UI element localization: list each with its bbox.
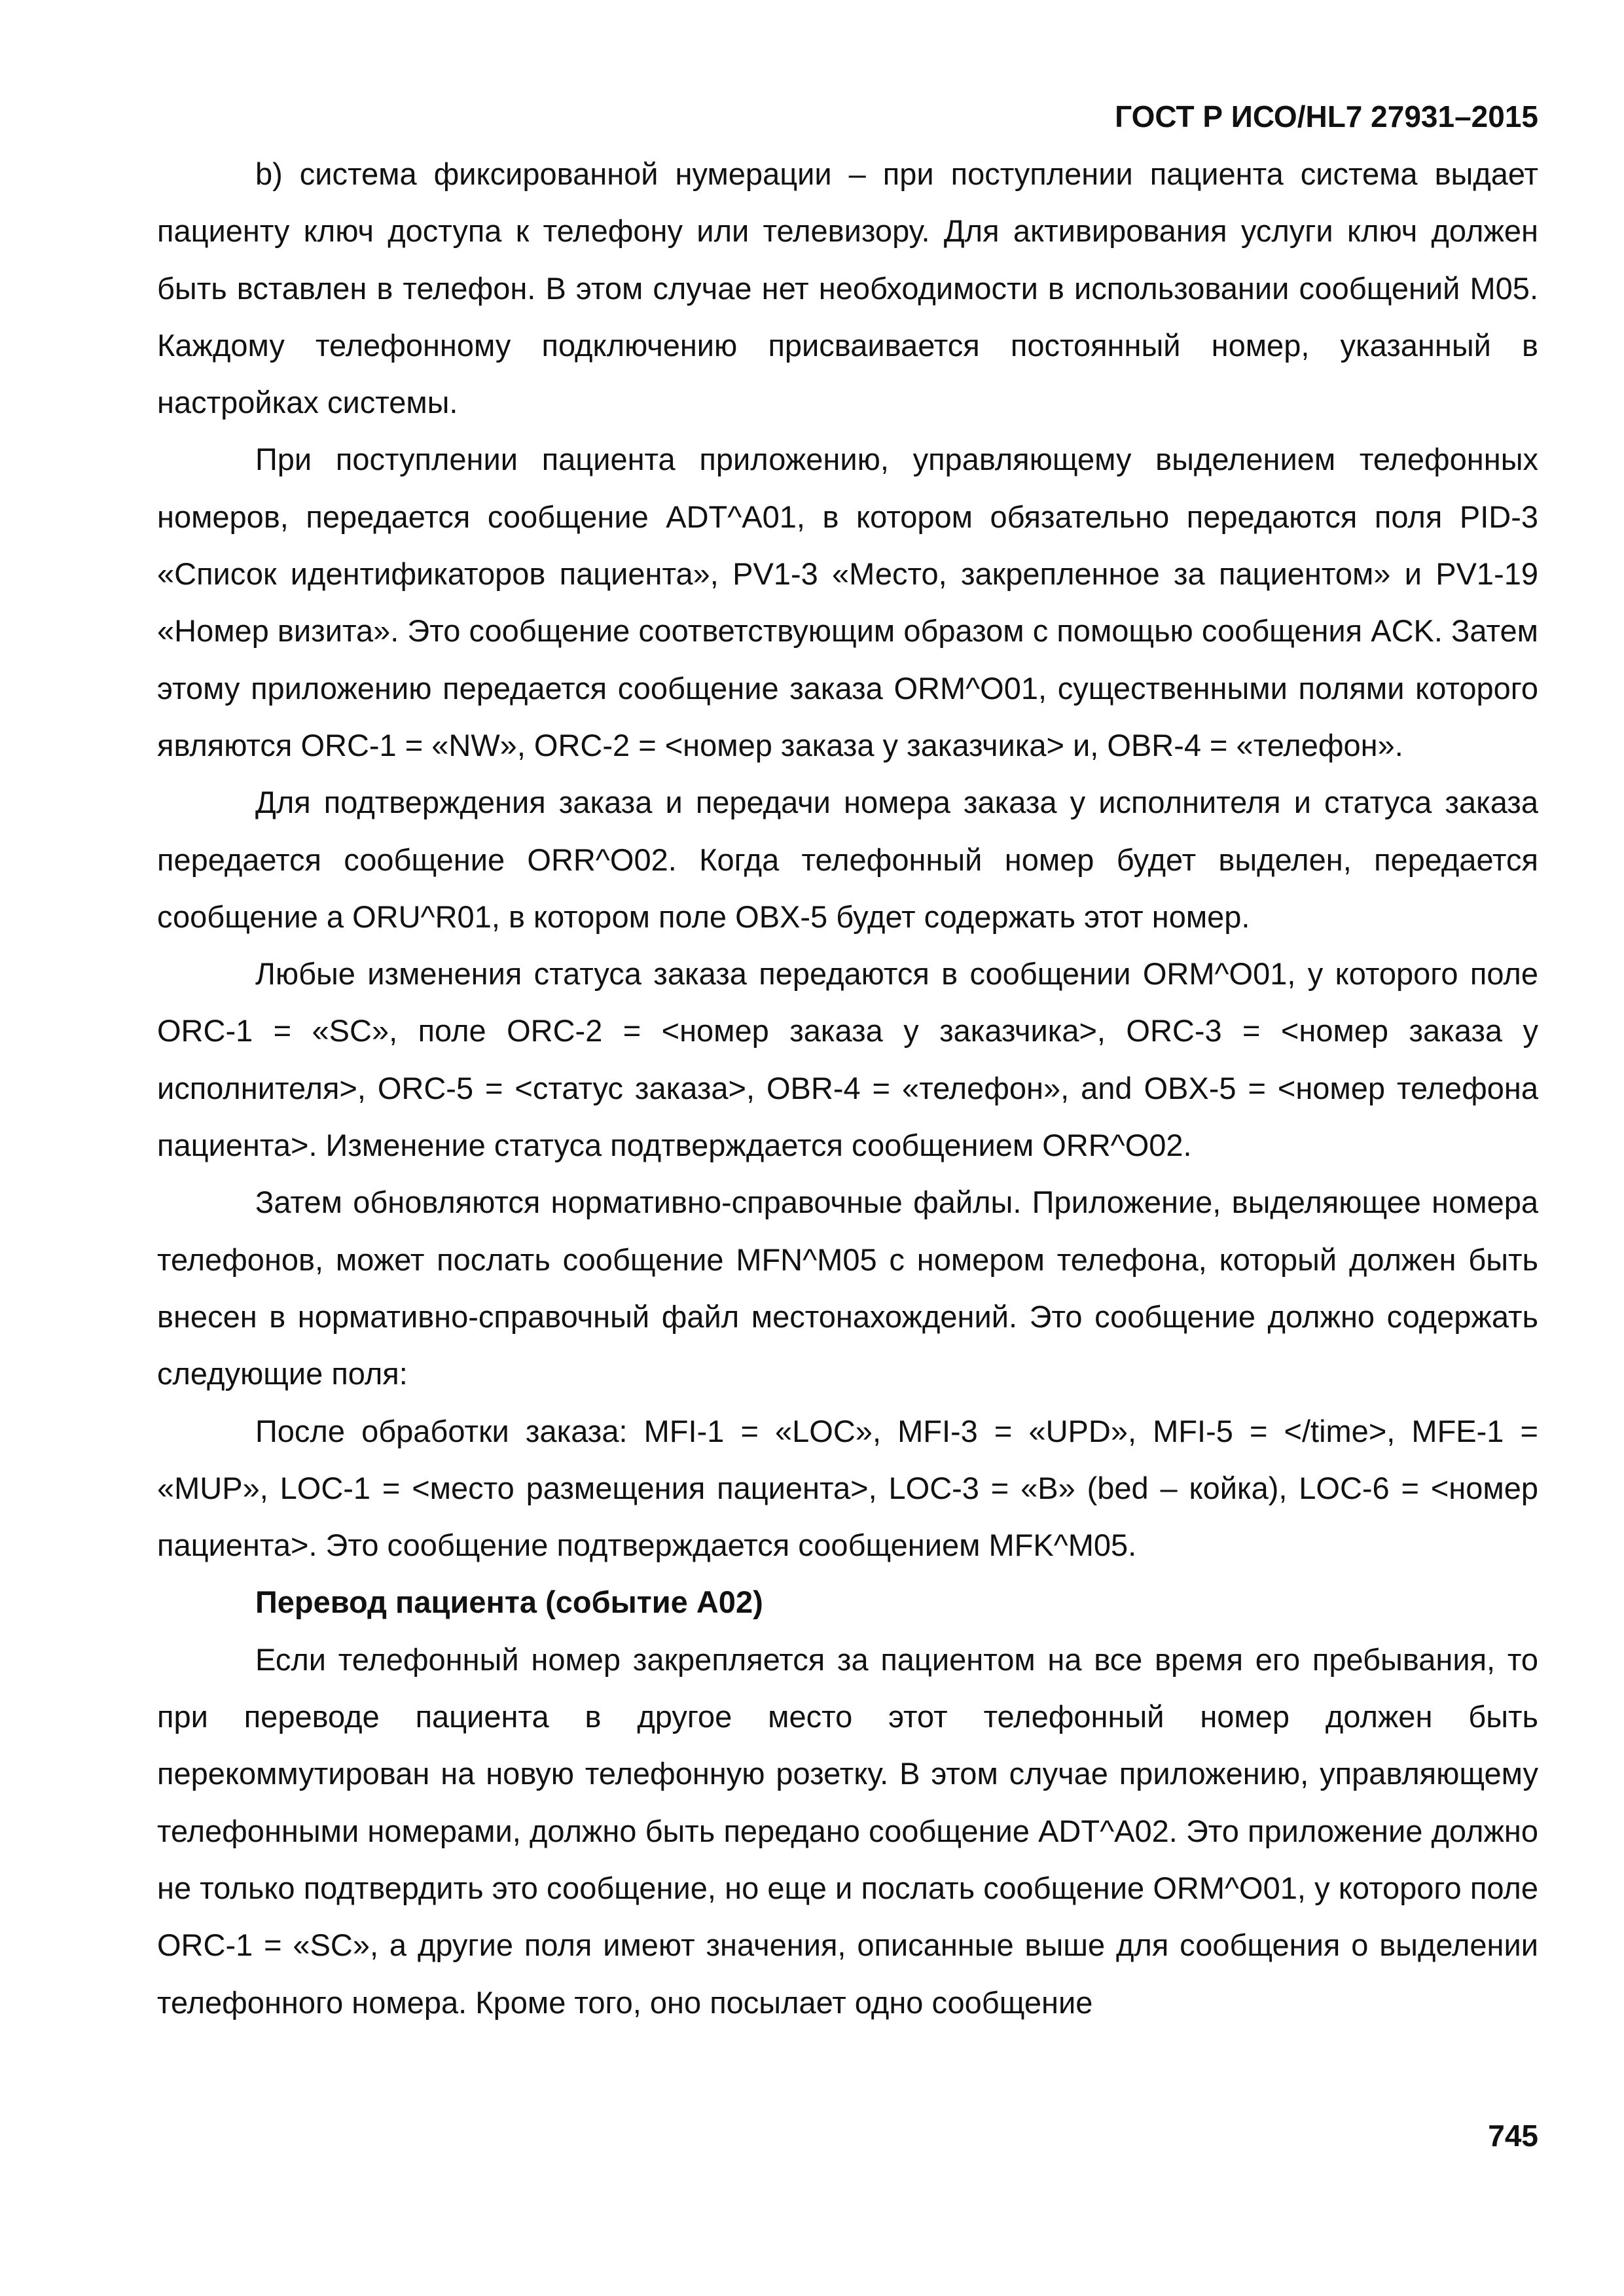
section-heading: Перевод пациента (событие A02) bbox=[255, 1585, 763, 1620]
paragraph: Если телефонный номер закрепляется за пациентом на все время его пребывания, то при переводе пациента в другое место этот телефонный номер должен быть перекоммутирован на новую телефонную розетку. В этом случае приложению, управляющему телефонными номерами, должно быть передано сообщение ADT^A02. Это приложение должно не только подтвердить это сообщение, но еще и послать сообщение ORM^O01, у которого поле ORC-1 = «SC», а другие поля имеют значения, описанные выше для сообщения о выделении телефонного номера. Кроме того, оно посылает одно сообщение bbox=[157, 1641, 1538, 2020]
document-page bbox=[157, 0, 1538, 2296]
paragraph: После обработки заказа: MFI-1 = «LOC», MFI-3 = «UPD», MFI-5 = </time>, MFE-1 = «MUP», LOC-1 = <место размещения пациента>, LOC-3 = «B» (bed – койка), LOC-6 = <номер пациента>. Это сообщение подтверждается сообщением MFK^M05. bbox=[157, 1413, 1538, 1563]
paragraph: Для подтверждения заказа и передачи номера заказа у исполнителя и статуса заказа передается сообщение ORR^O02. Когда телефонный номер будет выделен, передается сообщение а ORU^R01, в котором поле OBX-5 будет содержать этот номер. bbox=[157, 785, 1538, 934]
page-number: 745 bbox=[1488, 2119, 1538, 2153]
paragraph: Затем обновляются нормативно-справочные файлы. Приложение, выделяющее номера телефонов, может послать сообщение MFN^M05 с номером телефона, который должен быть внесен в нормативно-справочный файл местонахождений. Это сообщение должно содержать следующие поля: bbox=[157, 1185, 1538, 1391]
paragraph: Любые изменения статуса заказа передаются в сообщении ORM^O01, у которого поле ORC-1 = «SC», поле ORC-2 = <номер заказа у заказчика>, ORC-3 = <номер заказа у исполнителя>, ORC-5 = <статус заказа>, OBR-4 = «телефон», and OBX-5 = <номер телефона пациента>. Изменение статуса подтверждается сообщением ORR^O02. bbox=[157, 956, 1538, 1163]
paragraph: При поступлении пациента приложению, управляющему выделением телефонных номеров, передается сообщение ADT^A01, в котором обязательно передаются поля PID-3 «Список идентификаторов пациента», PV1-3 «Место, закрепленное за пациентом» и PV1-19 «Номер визита». Это сообщение соответствующим образом с помощью сообщения ACK. Затем этому приложению передается сообщение заказа ORM^O01, существенными полями которого являются ORC-1 = «NW», ORC-2 = <номер заказа у заказчика> и, OBR-4 = «телефон». bbox=[157, 442, 1538, 762]
paragraph: b) система фиксированной нумерации – при поступлении пациента система выдает пациенту ключ доступа к телефону или телевизору. Для активирования услуги ключ должен быть вставлен в телефон. В этом случае нет необходимости в использовании сообщений M05. Каждому телефонному подключению присваивается постоянный номер, указанный в настройках системы. bbox=[157, 156, 1538, 420]
document-body bbox=[157, 145, 1538, 2031]
document-header-id: ГОСТ Р ИСО/HL7 27931–2015 bbox=[1115, 99, 1538, 134]
